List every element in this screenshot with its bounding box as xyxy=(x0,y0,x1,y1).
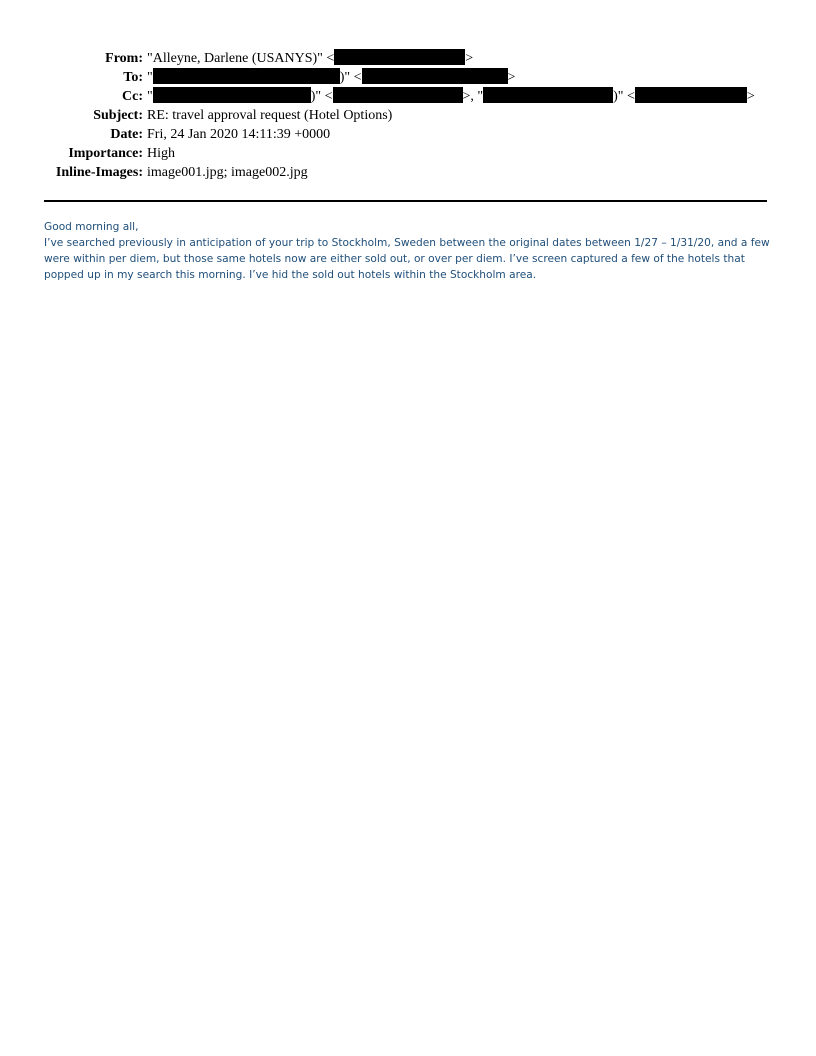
subject-value: RE: travel approval request (Hotel Options) xyxy=(147,108,393,123)
redaction-box xyxy=(333,87,463,103)
date-value: Fri, 24 Jan 2020 14:11:39 +0000 xyxy=(147,127,331,142)
importance-label: Importance: xyxy=(68,146,143,161)
redaction-box xyxy=(153,68,340,84)
header-divider xyxy=(44,200,767,202)
to-value xyxy=(147,68,515,87)
from-value xyxy=(147,49,473,68)
to-quote-open: " xyxy=(147,70,153,85)
inline-images-row xyxy=(0,163,816,182)
cc-separator-3: )" < xyxy=(613,89,635,104)
redaction-box xyxy=(635,87,747,103)
cc-separator-2: >, " xyxy=(462,89,484,104)
redaction-box xyxy=(483,87,613,103)
cc-quote-open: " xyxy=(147,89,153,104)
redaction-box xyxy=(153,87,311,103)
from-bracket-close: > xyxy=(465,51,474,66)
body-paragraph: I’ve searched previously in anticipation of your trip to Stockholm, Sweden between the original dates between 1/27 – 1/31/20, and a few were within per diem, but those same hotels now are either sold out, or over per diem. I’ve screen captured a few of the hotels that popped up in my search this morning. I’ve hid the sold out hotels within the Stockholm area. xyxy=(44,237,770,281)
from-sender-name: "Alleyne, Darlene (USANYS)" < xyxy=(147,51,335,66)
importance-value: High xyxy=(147,146,175,161)
body-greeting: Good morning all, xyxy=(44,221,139,233)
subject-label: Subject: xyxy=(93,108,143,123)
cc-bracket-close: > xyxy=(746,89,755,104)
cc-label: Cc: xyxy=(122,89,143,104)
from-label: From: xyxy=(105,51,143,66)
redaction-box xyxy=(362,68,508,84)
subject-row xyxy=(0,106,816,125)
to-separator: )" < xyxy=(339,70,362,85)
to-label: To: xyxy=(123,70,143,85)
cc-value xyxy=(147,87,755,106)
inline-images-label: Inline-Images: xyxy=(55,165,143,180)
redaction-box xyxy=(334,49,465,65)
date-row xyxy=(0,125,816,144)
to-row xyxy=(0,68,816,87)
email-header xyxy=(0,49,816,182)
cc-separator-1: )" < xyxy=(310,89,333,104)
from-row xyxy=(0,49,816,68)
date-label: Date: xyxy=(110,127,143,142)
cc-row xyxy=(0,87,816,106)
to-bracket-close: > xyxy=(507,70,516,85)
importance-row xyxy=(0,144,816,163)
email-body xyxy=(44,219,774,283)
inline-images-value: image001.jpg; image002.jpg xyxy=(147,165,308,180)
